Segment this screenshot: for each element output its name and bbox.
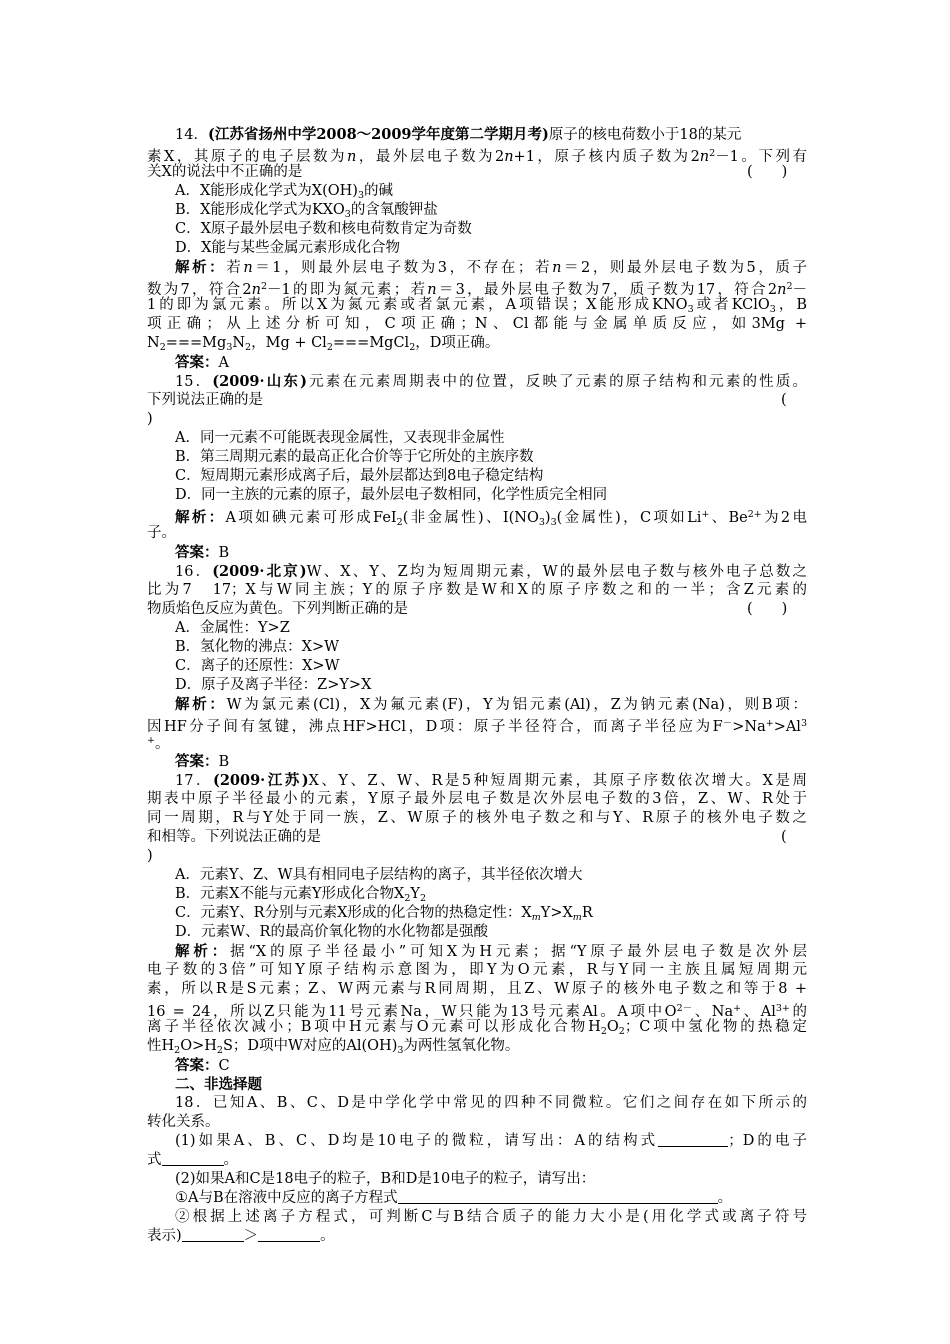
answer-blank[interactable] xyxy=(182,1227,244,1242)
q17-stem-line2: 期表中原子半径最小的元素，Y原子最外层电子数是次外层电子数的3倍，Z、W、R处于 xyxy=(147,791,807,807)
answer-blank[interactable] xyxy=(658,1132,728,1147)
q14-answer: 答案：A xyxy=(175,354,229,371)
q15-paren-close: ) xyxy=(147,411,153,427)
q17-option-a: A．元素Y、Z、W具有相同电子层结构的离子，其半径依次增大 xyxy=(175,867,583,883)
q17-explanation-line5: 离子半径依次减小；B项中H元素与O元素可以形成化合物$H_2O_2$；C项中氢化物的热稳定 xyxy=(147,1019,807,1037)
q14-stem-line2: 素X，其原子的电子层数为n，最外层电子数为2n+1，原子核内质子数为$2n^2-1$。下列有 xyxy=(147,148,807,165)
q17-option-b: B．元素X不能与元素Y形成化合物$X_2Y_2$ xyxy=(175,886,427,904)
answer-paren: ( ) xyxy=(747,164,788,180)
q15-stem-line2: 下列说法正确的是 ( xyxy=(147,392,787,408)
q15-option-c: C．短周期元素形成离子后，最外层都达到8电子稳定结构 xyxy=(175,468,544,484)
q17-stem-line1: 17．(2009·江苏)X、Y、Z、W、R是5种短周期元素，其原子序数依次增大。X是周 xyxy=(175,772,807,789)
q18-part2-item2-line1: ②根据上述离子方程式，可判断C与B结合质子的能力大小是(用化学式或离子符号 xyxy=(175,1209,807,1225)
q17-stem-line4: 和相等。下列说法正确的是 ( xyxy=(147,829,787,845)
q14-stem-line3: 关X的说法中不正确的是 ( ) xyxy=(147,164,788,180)
q14-explanation-line1: 解析：若n＝1，则最外层电子数为3，不存在；若n＝2，则最外层电子数为5，质子 xyxy=(175,259,807,276)
q16-option-d: D．原子及离子半径：Z>Y>X xyxy=(175,677,372,693)
q15-explanation-line2: 子。 xyxy=(147,525,176,541)
q15-option-d: D．同一主族的元素的原子，最外层电子数相同，化学性质完全相同 xyxy=(175,487,608,503)
q14-stem-line1: 14．(江苏省扬州中学2008～2009学年度第二学期月考)原子的核电荷数小于18的某元 xyxy=(175,126,742,143)
q17-stem-line3: 同一周期，R与Y处于同一族，Z、W原子的核外电子数之和与Y、R原子的核外电子数之 xyxy=(147,810,807,826)
q16-explanation-line3: +。 xyxy=(147,735,170,752)
answer-blank[interactable] xyxy=(162,1151,224,1166)
q17-explanation-line6: 性$H_2O>H_2S$；D项中W对应的$Al(OH)_3$为两性氢氧化物。 xyxy=(147,1038,520,1056)
answer-blank[interactable] xyxy=(398,1189,718,1204)
q18-stem-line1: 18．已知A、B、C、D是中学化学中常见的四种不同微粒。它们之间存在如下所示的 xyxy=(175,1095,807,1111)
q16-answer: 答案：B xyxy=(175,753,230,770)
q16-stem-line1: 16．(2009·北京)W、X、Y、Z均为短周期元素，W的最外层电子数与核外电子总数之 xyxy=(175,563,807,580)
q17-option-c: C．元素Y、R分别与元素X形成的化合物的热稳定性：$X_mY>X_mR$ xyxy=(175,905,593,923)
q16-stem-line3: 物质焰色反应为黄色。下列判断正确的是 ( ) xyxy=(147,601,788,617)
q18-part2-item1: ①A与B在溶液中反应的离子方程式 。 xyxy=(175,1190,733,1206)
q15-option-b: B．第三周期元素的最高正化合价等于它所处的主族序数 xyxy=(175,449,534,465)
q17-explanation-line3: 素，所以R是S元素；Z、W两元素与R同周期，且Z、W原子的核外电子数之和等于8 + xyxy=(147,981,807,997)
q16-explanation-line1: 解析：W为氯元素(Cl)，X为氟元素(F)，Y为铝元素(Al)，Z为钠元素(Na)，则B项： xyxy=(175,696,807,713)
q17-explanation-line4: 16 = 24，所以Z只能为11号元素Na，W只能为13号元素Al。A项中$O^{2-}$、Na+、$Al^{3+}$的 xyxy=(147,1003,807,1020)
q15-explanation-line1: 解析：A项如碘元素可形成FeI$_2$(非金属性)、$I(NO_3)_3$(金属性)，C项如Li+、$Be^{2+}$为2电 xyxy=(175,509,807,528)
q17-option-d: D．元素W、R的最高价氧化物的水化物都是强酸 xyxy=(175,924,488,940)
q17-explanation-line1: 解析：据“X的原子半径最小”可知X为H元素；据“Y原子最外层电子数是次外层 xyxy=(175,943,807,960)
q14-explanation-line5: $N_2===Mg_3N_2$，$Mg + Cl_2===MgCl_2$，D项正确。 xyxy=(147,335,500,353)
q14-explanation-line2: 数为7，符合$2n^2-1$的即为氮元素；若n＝3，最外层电子数为7，质子数为17，符合$2n^2-$ xyxy=(147,281,807,298)
q14-option-a: A．X能形成化学式为$X(OH)_3$的碱 xyxy=(175,183,394,201)
q16-option-a: A．金属性：Y>Z xyxy=(175,620,290,636)
q18-part2: (2)如果A和C是18电子的粒子，B和D是10电子的粒子，请写出： xyxy=(175,1171,596,1187)
q18-part2-item2-line2: 表示) ＞ 。 xyxy=(147,1228,335,1244)
q16-option-b: B．氢化物的沸点：X>W xyxy=(175,639,340,655)
q15-answer: 答案：B xyxy=(175,544,230,561)
q18-part1-line1: (1)如果A、B、C、D均是10电子的微粒，请写出：A的结构式 ；D的电子 xyxy=(175,1133,807,1149)
q17-explanation-line2: 电子数的3倍”可知Y原子结构示意图为，即Y为O元素，R与Y同一主族且属短周期元 xyxy=(147,962,807,978)
q17-paren-close: ) xyxy=(147,848,153,864)
q16-explanation-line2: 因HF分子间有氢键，沸点HF>HCl，D项：原子半径符合，而离子半径应为$F^->Na^+>Al^3$ xyxy=(147,718,807,735)
q14-explanation-line4: 项正确；从上述分析可知，C项正确；N、Cl都能与金属单质反应，如3Mg + xyxy=(147,316,807,332)
q18-stem-line2: 转化关系。 xyxy=(147,1114,220,1130)
q15-option-a: A．同一元素不可能既表现金属性，又表现非金属性 xyxy=(175,430,505,446)
q16-stem-line2: 比为7 17；X与W同主族；Y的原子序数是W和X的原子序数之和的一半；含Z元素的 xyxy=(147,582,807,598)
q16-option-c: C．离子的还原性：X>W xyxy=(175,658,340,674)
q15-stem-line1: 15．(2009·山东)元素在元素周期表中的位置，反映了元素的原子结构和元素的性质。 xyxy=(175,373,807,390)
q14-option-c: C．X原子最外层电子数和核电荷数肯定为奇数 xyxy=(175,221,472,237)
q14-option-b: B．X能形成化学式为$KXO_3$的含氧酸钾盐 xyxy=(175,202,438,220)
section-title: 二、非选择题 xyxy=(175,1076,262,1093)
answer-blank[interactable] xyxy=(258,1227,320,1242)
q14-option-d: D．X能与某些金属元素形成化合物 xyxy=(175,240,400,256)
q17-answer: 答案：C xyxy=(175,1057,230,1074)
q18-part1-line2: 式 。 xyxy=(147,1152,238,1168)
q14-explanation-line3: 1的即为氯元素。所以X为氮元素或者氯元素，A项错误；X能形成$KNO_3$或者KClO$_3$，B xyxy=(147,297,807,315)
